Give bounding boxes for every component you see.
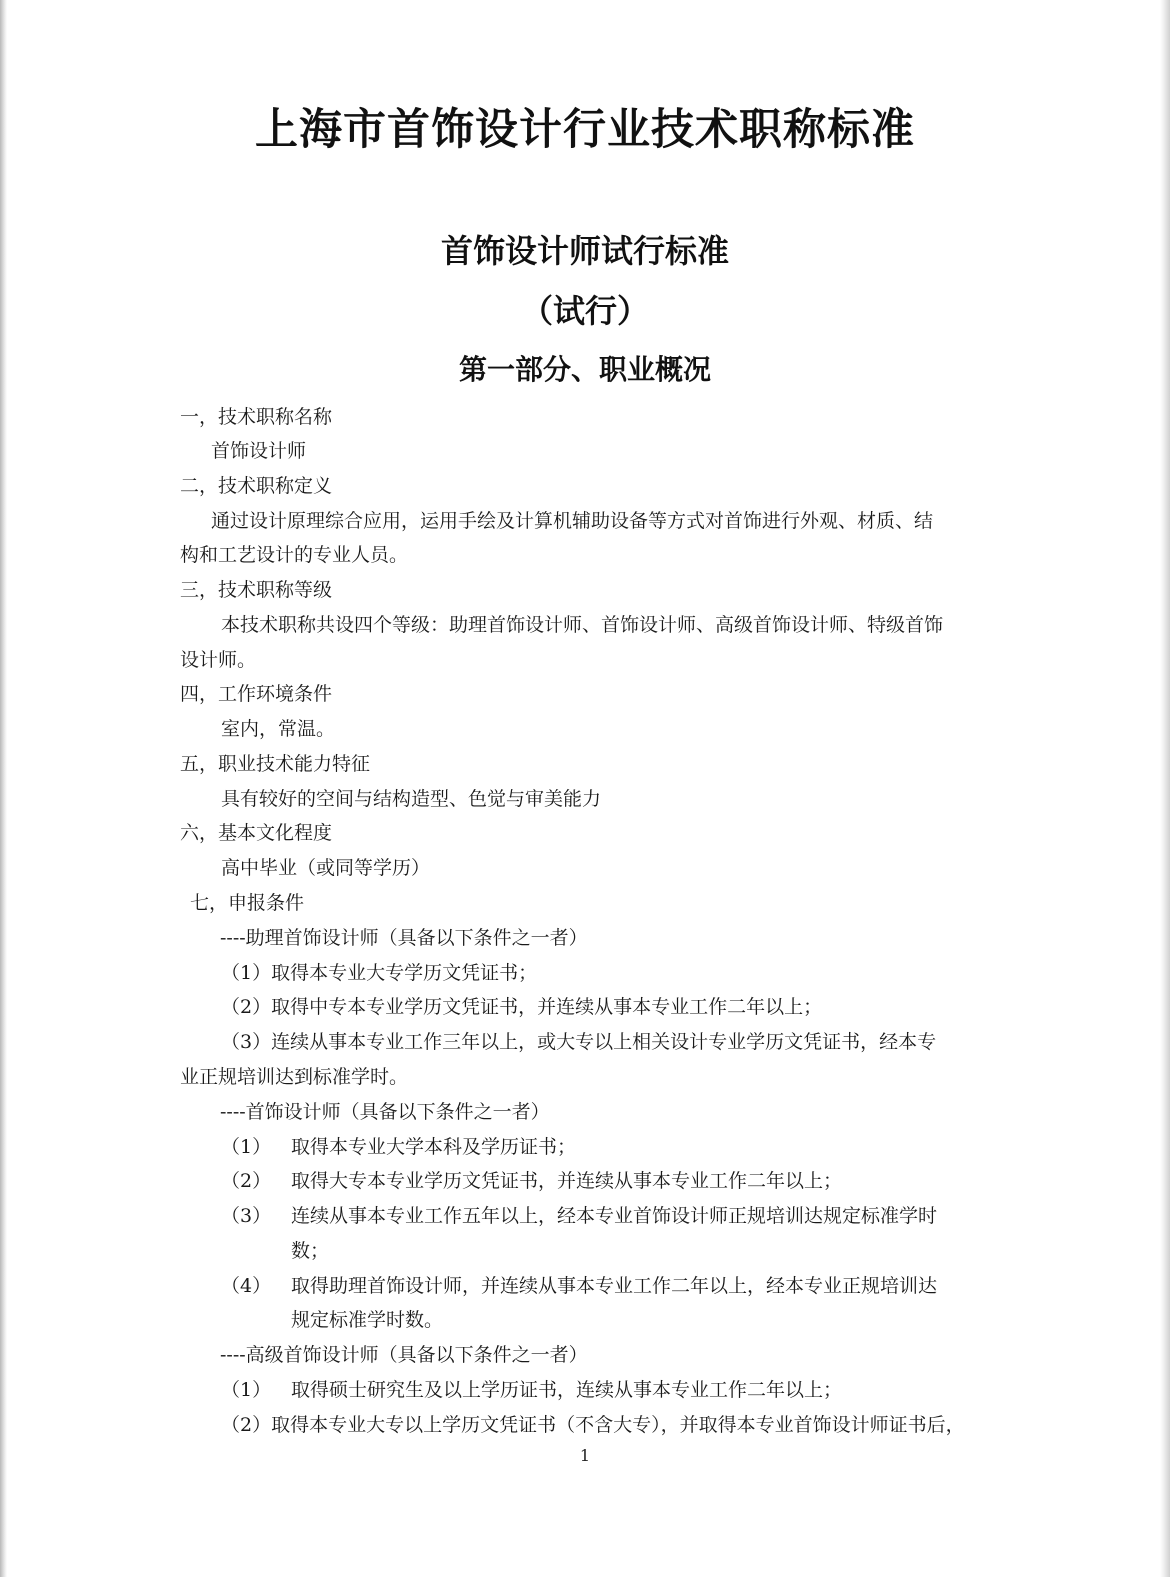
section-heading-environment: 四，工作环境条件 [180, 683, 333, 705]
designer-condition-1: 取得本专业大学本科及学历证书； [291, 1136, 577, 1158]
designer-condition-2: 取得大专本专业学历文凭证书，并连续从事本专业工作二年以上； [291, 1170, 843, 1192]
section-heading-education: 六，基本文化程度 [180, 822, 333, 844]
section-text-definition-line2: 构和工艺设计的专业人员。 [180, 544, 409, 566]
senior-heading: ----高级首饰设计师（具备以下条件之一者） [220, 1344, 588, 1366]
assistant-condition-2: （2）取得中专本专业学历文凭证书，并连续从事本专业工作二年以上； [221, 996, 823, 1018]
designer-item-number: （1） [221, 1136, 272, 1158]
section-heading-requirements: 七，申报条件 [190, 892, 305, 914]
document-title: 上海市首饰设计行业技术职称标准 [255, 105, 915, 155]
section-text-name: 首饰设计师 [211, 440, 307, 462]
assistant-condition-3-line1: （3）连续从事本专业工作三年以上，或大专以上相关设计专业学历文凭证书，经本专 [221, 1031, 937, 1053]
assistant-condition-1: （1）取得本专业大专学历文凭证书； [221, 962, 538, 984]
document-subtitle: 首饰设计师试行标准 [440, 232, 729, 270]
designer-condition-3-line1: 连续从事本专业工作五年以上，经本专业首饰设计师正规培训达规定标准学时 [291, 1205, 938, 1227]
page-number: 1 [579, 1446, 591, 1465]
designer-item-number: （4） [221, 1275, 272, 1297]
designer-condition-4-line1: 取得助理首饰设计师，并连续从事本专业工作二年以上，经本专业正规培训达 [291, 1275, 938, 1297]
assistant-heading: ----助理首饰设计师（具备以下条件之一者） [220, 927, 588, 949]
senior-condition-2: （2）取得本专业大专以上学历文凭证书（不含大专），并取得本专业首饰设计师证书后， [221, 1414, 965, 1436]
section-text-levels-line1: 本技术职称共设四个等级：助理首饰设计师、首饰设计师、高级首饰设计师、特级首饰 [221, 614, 944, 636]
section-text-education: 高中毕业（或同等学历） [221, 857, 431, 879]
section-heading-levels: 三，技术职称等级 [180, 579, 333, 601]
designer-item-number: （3） [221, 1205, 272, 1227]
part-heading: 第一部分、职业概况 [458, 353, 711, 386]
assistant-condition-3-line2: 业正规培训达到标准学时。 [180, 1066, 409, 1088]
designer-condition-3-line2: 数； [291, 1240, 330, 1262]
section-text-definition-line1: 通过设计原理综合应用，运用手绘及计算机辅助设备等方式对首饰进行外观、材质、结 [211, 510, 934, 532]
section-heading-definition: 二，技术职称定义 [180, 475, 333, 497]
section-heading-ability: 五，职业技术能力特征 [180, 753, 371, 775]
designer-item-number: （2） [221, 1170, 272, 1192]
section-text-ability: 具有较好的空间与结构造型、色觉与审美能力 [221, 788, 602, 810]
section-text-environment: 室内，常温。 [221, 718, 336, 740]
designer-condition-4-line2: 规定标准学时数。 [291, 1309, 444, 1331]
senior-item-number: （1） [221, 1379, 272, 1401]
section-text-levels-line2: 设计师。 [180, 649, 257, 671]
designer-heading: ----首饰设计师（具备以下条件之一者） [220, 1101, 550, 1123]
section-heading-name: 一，技术职称名称 [180, 406, 333, 428]
trial-note: （试行） [520, 292, 649, 330]
senior-condition-1: 取得硕士研究生及以上学历证书，连续从事本专业工作二年以上； [291, 1379, 843, 1401]
